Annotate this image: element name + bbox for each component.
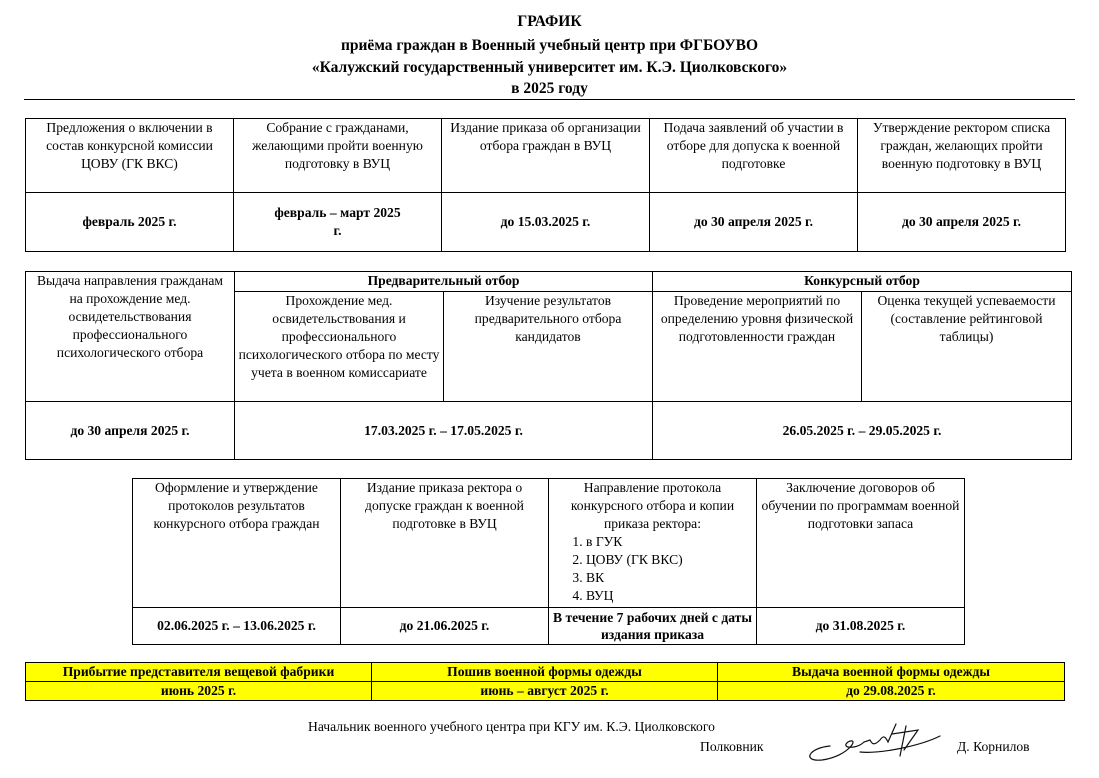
list-item: 1. в ГУК xyxy=(586,533,753,551)
t2-header-cell: Выдача направления гражданам на прохождение мед. освидетельствования профессионального психологического отбора xyxy=(26,272,235,402)
t1-value-cell: февраль – март 2025 г. xyxy=(234,193,442,252)
t3-header-cell: Издание приказа ректора о допуске граждан к военной подготовке в ВУЦ xyxy=(341,479,549,608)
t3-value-cell: В течение 7 рабочих дней с даты издания приказа xyxy=(549,608,757,645)
t4-header-cell: Прибытие представителя вещевой фабрики xyxy=(26,663,372,682)
doc-title: ГРАФИК xyxy=(517,13,582,30)
t2-group-header: Предварительный отбор xyxy=(235,272,653,292)
t2-group-header: Конкурсный отбор xyxy=(653,272,1072,292)
t1-header-cell: Собрание с гражданами, желающими пройти военную подготовку в ВУЦ xyxy=(234,119,442,193)
t3-header-cell: Заключение договоров об обучении по программам военной подготовки запаса xyxy=(757,479,965,608)
t2-value-cell: 17.03.2025 г. – 17.05.2025 г. xyxy=(235,402,653,460)
doc-subtitle-1: приёма граждан в Военный учебный центр при ФГБОУВО xyxy=(340,37,759,54)
t2-sub-header: Проведение мероприятий по определению уровня физической подготовленности граждан xyxy=(653,292,862,402)
t2-value-cell: до 30 апреля 2025 г. xyxy=(26,402,235,460)
schedule-table-1 xyxy=(25,118,1066,252)
recipient-list xyxy=(552,533,753,605)
handwritten-signature xyxy=(800,716,950,766)
list-item: 2. ЦОВУ (ГК ВКС) xyxy=(586,551,753,569)
t1-value-cell: февраль 2025 г. xyxy=(26,193,234,252)
t1-header-cell: Предложения о включении в состав конкурсной комиссии ЦОВУ (ГК ВКС) xyxy=(26,119,234,193)
t2-sub-header: Прохождение мед. освидетельствования и профессионального психологического отбора по месту учета в военном комиссариате xyxy=(235,292,444,402)
doc-subtitle-2: «Калужский государственный университет им. К.Э. Циолковского» xyxy=(311,59,788,76)
t3-header-cell xyxy=(549,479,757,608)
t1-header-cell: Утверждение ректором списка граждан, желающих пройти военную подготовку в ВУЦ xyxy=(858,119,1066,193)
t2-sub-header: Оценка текущей успеваемости (составление рейтинговой таблицы) xyxy=(862,292,1072,402)
t3-value-cell: до 31.08.2025 г. xyxy=(757,608,965,645)
t2-sub-header: Изучение результатов предварительного отбора кандидатов xyxy=(444,292,653,402)
t4-header-cell: Пошив военной формы одежды xyxy=(372,663,718,682)
list-item: 3. ВК xyxy=(586,569,753,587)
t3-header-text: Направление протокола конкурсного отбора и копии приказа ректора: xyxy=(570,480,735,531)
t1-value-cell: до 30 апреля 2025 г. xyxy=(650,193,858,252)
t3-value-cell: 02.06.2025 г. – 13.06.2025 г. xyxy=(133,608,341,645)
t4-value-cell: июнь 2025 г. xyxy=(26,682,372,701)
t3-value-cell: до 21.06.2025 г. xyxy=(341,608,549,645)
signature-position: Начальник военного учебного центра при КГУ им. К.Э. Циолковского xyxy=(308,719,715,734)
list-item: 4. ВУЦ xyxy=(586,587,753,605)
title-rule xyxy=(24,99,1075,100)
schedule-table-2 xyxy=(25,271,1072,460)
t4-value-cell: до 29.08.2025 г. xyxy=(718,682,1065,701)
t1-header-cell: Издание приказа об организации отбора граждан в ВУЦ xyxy=(442,119,650,193)
t3-header-cell: Оформление и утверждение протоколов результатов конкурсного отбора граждан xyxy=(133,479,341,608)
t1-value-cell: до 15.03.2025 г. xyxy=(442,193,650,252)
uniform-table xyxy=(25,662,1065,701)
doc-subtitle-3: в 2025 году xyxy=(511,80,588,97)
t1-header-cell: Подача заявлений об участии в отборе для допуска к военной подготовке xyxy=(650,119,858,193)
t4-header-cell: Выдача военной формы одежды xyxy=(718,663,1065,682)
signature-rank: Полковник xyxy=(700,739,764,754)
t2-value-cell: 26.05.2025 г. – 29.05.2025 г. xyxy=(653,402,1072,460)
t1-value-cell: до 30 апреля 2025 г. xyxy=(858,193,1066,252)
t4-value-cell: июнь – август 2025 г. xyxy=(372,682,718,701)
signature-name: Д. Корнилов xyxy=(957,739,1030,754)
schedule-table-3 xyxy=(132,478,965,645)
